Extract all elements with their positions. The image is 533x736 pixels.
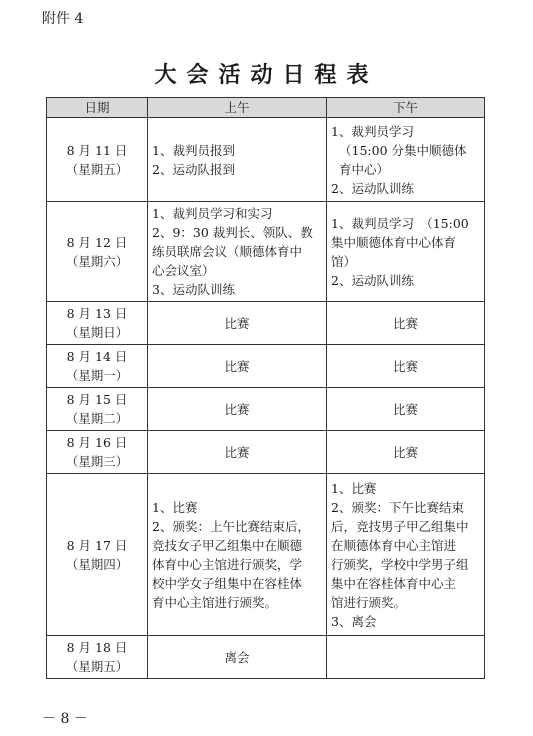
weekday-text: （星期日）	[65, 325, 129, 340]
morning-item: 2、9：30 裁判长、领队、教	[152, 225, 313, 240]
morning-item: 1、裁判员学习和实习	[152, 206, 273, 221]
afternoon-item: 2、运动队训练	[331, 180, 414, 196]
afternoon-item: 馆进行颁奖。	[331, 594, 407, 610]
afternoon-item: （15:00 分集中顺德体	[339, 142, 467, 158]
table-row	[47, 388, 485, 431]
afternoon-cell: 比赛	[327, 388, 485, 431]
morning-cell: 比赛	[148, 302, 327, 345]
morning-item: 2、颁奖：上午比赛结束后，	[152, 518, 310, 534]
morning-item: 2、运动队报到	[152, 161, 235, 177]
page-title: 大会活动日程表	[154, 63, 379, 88]
table-header-row	[47, 98, 485, 118]
date-text: 8 月 14 日	[66, 349, 128, 364]
date-text: 8 月 11 日	[66, 142, 128, 158]
table-row	[47, 636, 485, 679]
header-morning: 上午	[148, 98, 327, 118]
morning-cell	[148, 118, 327, 202]
afternoon-cell: 比赛	[327, 302, 485, 345]
morning-item: 体育中心主馆进行颁奖，学	[152, 556, 303, 572]
schedule-table	[46, 97, 485, 679]
morning-cell: 离会	[148, 636, 327, 679]
afternoon-item: 3、离会	[331, 613, 377, 629]
morning-cell: 比赛	[148, 431, 327, 474]
morning-item: 1、裁判员报到	[152, 142, 235, 158]
morning-item: 3、运动队训练	[152, 282, 235, 297]
weekday-text: （星期四）	[65, 556, 129, 572]
morning-item: 1、比赛	[152, 499, 198, 515]
afternoon-item: 1、裁判员学习	[331, 123, 414, 139]
date-text: 8 月 17 日	[66, 537, 128, 553]
morning-cell: 比赛	[148, 345, 327, 388]
afternoon-item: 在顺德体育中心主馆进	[331, 537, 457, 553]
afternoon-item: 行颁奖，学校中学男子组	[331, 556, 469, 572]
date-text: 8 月 16 日	[66, 435, 128, 450]
afternoon-item: 1、裁判员学习 （15:00	[331, 215, 469, 231]
table-row	[47, 118, 485, 202]
weekday-text: （星期二）	[65, 411, 129, 426]
afternoon-item: 集中顺德体育中心体育	[331, 234, 457, 250]
table-row	[47, 202, 485, 302]
morning-cell	[148, 474, 327, 636]
afternoon-cell	[327, 474, 485, 636]
header-date: 日期	[47, 98, 148, 118]
afternoon-item: 馆）	[331, 253, 357, 269]
afternoon-cell: 比赛	[327, 431, 485, 474]
date-cell	[47, 388, 148, 431]
afternoon-item: 育中心）	[339, 161, 390, 177]
afternoon-cell	[327, 202, 485, 302]
date-cell	[47, 118, 148, 202]
afternoon-item: 集中在容桂体育中心主	[331, 575, 457, 591]
weekday-text: （星期三）	[65, 454, 129, 469]
table-row	[47, 302, 485, 345]
date-text: 8 月 18 日	[66, 640, 128, 655]
morning-item: 育中心主馆进行颁奖。	[152, 594, 278, 610]
afternoon-item: 2、运动队训练	[331, 272, 414, 288]
table-row	[47, 431, 485, 474]
afternoon-cell	[327, 118, 485, 202]
table-row	[47, 474, 485, 636]
date-cell	[47, 202, 148, 302]
afternoon-item: 后，竞技男子甲乙组集中	[331, 518, 469, 534]
header-afternoon: 下午	[327, 98, 485, 118]
weekday-text: （星期五）	[65, 659, 129, 674]
page-number: － 8 －	[42, 711, 88, 727]
morning-cell	[148, 202, 327, 302]
morning-item: 练员联席会议（顺德体育中	[152, 244, 303, 259]
morning-item: 心会议室）	[152, 263, 215, 278]
date-text: 8 月 12 日	[66, 234, 128, 250]
date-cell	[47, 474, 148, 636]
attachment-label: 附件 4	[42, 11, 84, 27]
date-cell	[47, 302, 148, 345]
morning-cell: 比赛	[148, 388, 327, 431]
date-cell	[47, 636, 148, 679]
weekday-text: （星期五）	[65, 161, 129, 177]
date-cell	[47, 345, 148, 388]
afternoon-item: 1、比赛	[331, 480, 377, 496]
afternoon-cell: 比赛	[327, 345, 485, 388]
date-cell	[47, 431, 148, 474]
afternoon-item: 2、颁奖：下午比赛结束	[331, 499, 464, 515]
weekday-text: （星期一）	[65, 368, 129, 383]
afternoon-cell	[327, 636, 485, 679]
table-row	[47, 345, 485, 388]
morning-item: 竞技女子甲乙组集中在顺德	[152, 537, 303, 553]
date-text: 8 月 13 日	[66, 306, 128, 321]
weekday-text: （星期六）	[65, 253, 129, 269]
morning-item: 校中学女子组集中在容桂体	[152, 575, 303, 591]
date-text: 8 月 15 日	[66, 392, 128, 407]
